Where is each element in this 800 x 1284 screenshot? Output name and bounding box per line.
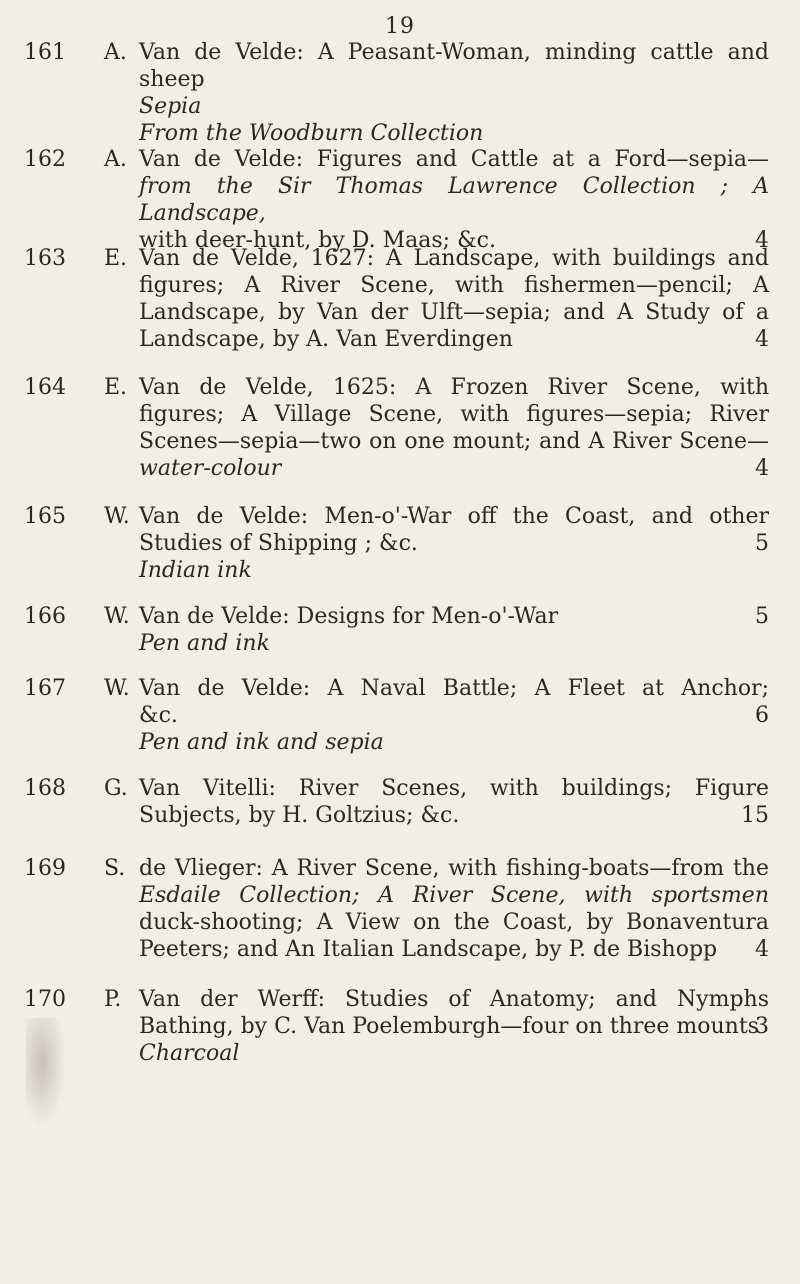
description-line: Van de Velde: Figures and Cattle at a Ford—sepia— [139, 147, 769, 172]
lot-quantity: 5 [755, 604, 769, 629]
description-line: figures; A River Scene, with fishermen—pencil; A [139, 273, 769, 298]
description-line: Van de Velde: Men-o'-War off the Coast, and other [139, 504, 769, 529]
description-line: de Vlieger: A River Scene, with fishing-boats—from the [139, 856, 769, 881]
description-line [139, 936, 769, 963]
artist-initial: A. [104, 40, 127, 65]
artist-initial: P. [104, 987, 122, 1012]
description-text: &c. [139, 703, 178, 728]
lot-description [139, 675, 769, 756]
description-text: Bathing, by C. Van Poelemburgh—four on three mounts [139, 1014, 759, 1039]
description-text: Peeters; and An Italian Landscape, by P. de Bishopp [139, 937, 718, 962]
lot-quantity: 4 [755, 456, 769, 481]
lot-number: 166 [24, 604, 66, 629]
lot-medium: Indian ink [139, 558, 252, 583]
description-line: Van de Velde, 1625: A Frozen River Scene, with [139, 375, 769, 400]
description-line: duck-shooting; A View on the Coast, by Bonaventura [139, 910, 769, 935]
lot-number: 170 [24, 987, 66, 1012]
lot-description [139, 603, 769, 657]
description-text: Studies of Shipping ; &c. [139, 531, 418, 556]
lot-quantity: 4 [755, 228, 769, 253]
artist-initial: S. [104, 856, 126, 881]
description-line: Van Vitelli: River Scenes, with buildings; Figure [139, 776, 769, 801]
lot-quantity: 15 [741, 803, 769, 828]
description-line: Van der Werff: Studies of Anatomy; and Nymphs [139, 987, 769, 1012]
artist-initial: W. [104, 604, 130, 629]
lot-number: 167 [24, 676, 66, 701]
page-number: 19 [385, 14, 415, 39]
lot-description [139, 374, 769, 482]
lot-quantity: 6 [755, 703, 769, 728]
description-line [139, 702, 769, 729]
description-line: Esdaile Collection; A River Scene, with sportsmen [139, 883, 769, 908]
description-line: Van de Velde: A Naval Battle; A Fleet at Anchor; [139, 676, 769, 701]
paper-stain [26, 1018, 66, 1128]
lot-description [139, 39, 769, 147]
description-line: sheep [139, 67, 205, 92]
lot-number: 164 [24, 375, 66, 400]
description-line: Van de Velde, 1627: A Landscape, with buildings and [139, 246, 769, 271]
description-text: water-colour [139, 456, 282, 481]
description-text: Subjects, by H. Goltzius; &c. [139, 803, 460, 828]
description-line [139, 603, 769, 630]
lot-medium: Charcoal [139, 1041, 240, 1066]
lot-quantity: 3 [755, 1014, 769, 1039]
description-line [139, 455, 769, 482]
artist-initial: E. [104, 246, 128, 271]
lot-quantity: 4 [755, 327, 769, 352]
lot-number: 169 [24, 856, 66, 881]
description-line [139, 802, 769, 829]
description-text: Van de Velde: Designs for Men-o'-War [139, 604, 559, 629]
lot-description [139, 245, 769, 353]
lot-quantity: 4 [755, 937, 769, 962]
lot-description [139, 146, 769, 254]
description-line [139, 1013, 769, 1040]
description-line: Scenes—sepia—two on one mount; and A River Scene— [139, 429, 769, 454]
lot-description [139, 775, 769, 829]
lot-medium: Sepia [139, 94, 202, 119]
artist-initial: A. [104, 147, 127, 172]
lot-number: 165 [24, 504, 66, 529]
lot-number: 161 [24, 40, 66, 65]
lot-description [139, 503, 769, 584]
lot-description [139, 986, 769, 1067]
artist-initial: W. [104, 504, 130, 529]
lot-number: 162 [24, 147, 66, 172]
lot-quantity: 5 [755, 531, 769, 556]
description-text: Landscape, by A. Van Everdingen [139, 327, 513, 352]
artist-initial: G. [104, 776, 128, 801]
description-text: with deer-hunt, by D. Maas; &c. [139, 228, 496, 253]
artist-initial: E. [104, 375, 128, 400]
artist-initial: W. [104, 676, 130, 701]
description-line: figures; A Village Scene, with figures—sepia; River [139, 402, 769, 427]
description-line [139, 326, 769, 353]
lot-number: 168 [24, 776, 66, 801]
description-line: from the Sir Thomas Lawrence Collection ; A Landscape, [139, 174, 769, 226]
lot-description [139, 855, 769, 963]
description-line: Landscape, by Van der Ulft—sepia; and A Study of a [139, 300, 769, 325]
lot-provenance: From the Woodburn Collection [139, 121, 484, 146]
description-line: Van de Velde: A Peasant-Woman, minding cattle and [139, 40, 769, 65]
lot-medium: Pen and ink and sepia [139, 730, 384, 755]
lot-medium: Pen and ink [139, 631, 270, 656]
description-line [139, 530, 769, 557]
lot-number: 163 [24, 246, 66, 271]
